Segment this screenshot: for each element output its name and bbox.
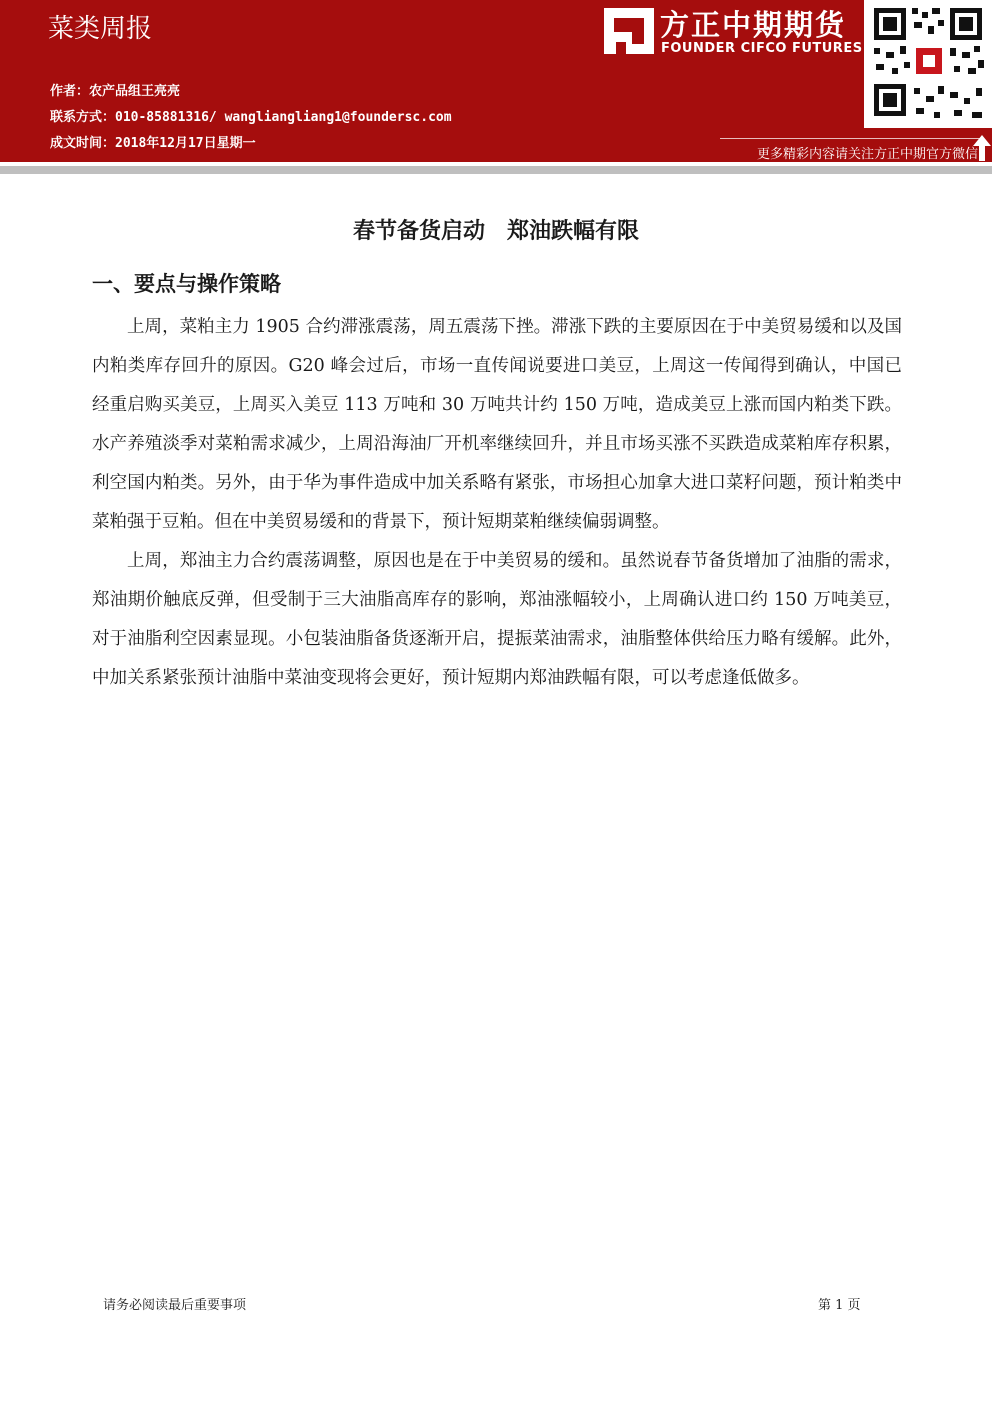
company-logo-icon — [604, 8, 654, 54]
paragraph: 上周，郑油主力合约震荡调整，原因也是在于中美贸易的缓和。虽然说春节备货增加了油脂的需求，郑油期价触底反弹，但受制于三大油脂高库存的影响，郑油涨幅较小，上周确认进口约 150 万吨美豆，对于油脂利空因素显现。小包装油脂备货逐渐开启，提振菜油需求，油脂整体供给压力略有缓解。此外，中加关系紧张预计油脂中菜油变现将会更好，预计短期内郑油跌幅有限，可以考虑逢低做多。 — [92, 551, 902, 688]
up-arrow-icon — [973, 135, 991, 161]
header-divider — [0, 166, 992, 174]
document-title: 春节备货启动 郑油跌幅有限 — [352, 218, 639, 244]
follow-wechat-text[interactable]: 更多精彩内容请关注方正中期官方微信 — [756, 147, 978, 162]
page-number: 第 1 页 — [818, 1298, 861, 1313]
company-name-cn: 方正中期期货 — [660, 8, 847, 42]
paragraph: 上周，菜粕主力 1905 合约滞涨震荡，周五震荡下挫。滞涨下跌的主要原因在于中美贸易缓和以及国内粕类库存回升的原因。G20 峰会过后，市场一直传闻说要进口美豆，上周这一传闻得到确认，中国已经重启购买美豆，上周买入美豆 113 万吨和 30 万吨共计约 150 万吨，造成美豆上涨而国内粕类下跌。水产养殖淡季对菜粕需求减少，上周沿海油厂开机率继续回升，并且市场买涨不买跌造成菜粕库存积累，利空国内粕类。另外，由于华为事件造成中加关系略有紧张，市场担心加拿大进口菜籽问题，预计粕类中菜粕强于豆粕。但在中美贸易缓和的背景下，预计短期菜粕继续偏弱调整。 — [92, 317, 902, 532]
author-line: 作者：农产品组王亮亮 — [50, 84, 181, 99]
report-category-title: 菜类周报 — [48, 14, 153, 44]
section-heading: 一、要点与操作策略 — [92, 272, 281, 296]
footer-notice: 请务必阅读最后重要事项 — [103, 1298, 247, 1313]
body-text — [92, 308, 902, 698]
follow-divider — [720, 138, 982, 139]
company-name-en: FOUNDER CIFCO FUTURES — [661, 41, 863, 56]
contact-line[interactable]: 联系方式：010-85881316/ wangliangliang1@foundersc.com — [50, 110, 452, 125]
date-line: 成文时间：2018年12月17日星期一 — [50, 136, 256, 151]
qr-code-icon[interactable] — [864, 0, 992, 128]
report-header — [0, 0, 992, 162]
